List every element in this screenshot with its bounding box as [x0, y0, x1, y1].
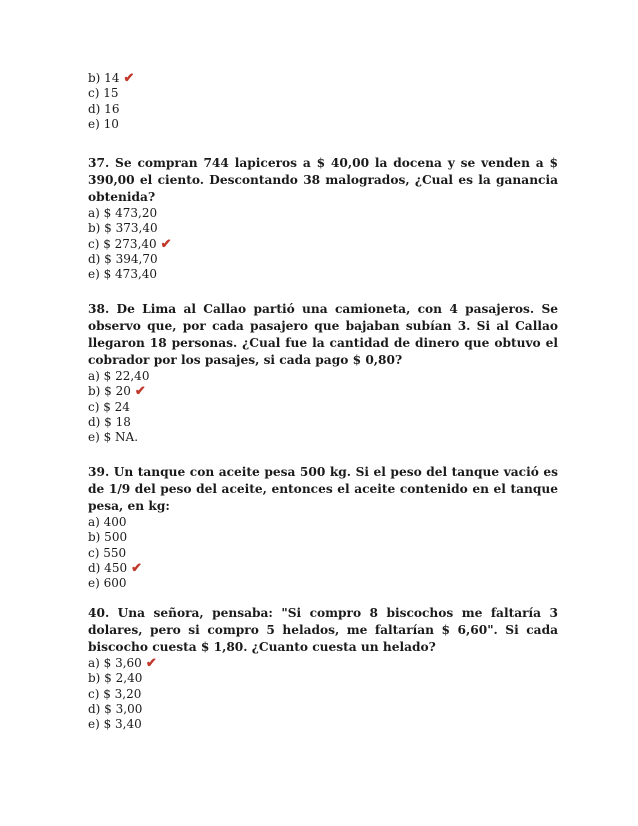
option-line: [88, 687, 558, 702]
question-40: [88, 605, 558, 732]
option-line: [88, 86, 558, 101]
question-text: 38. De Lima al Callao partió una camioneta, con 4 pasajeros. Se observo que, por cada pasajero que bajaban subían 3. Si al Callao llegaron 18 personas. ¿Cual fue la cantidad de dinero que obtuvo el cobrador por los pasajes, si cada pago $ 0,80?: [88, 302, 558, 367]
option-line: [88, 702, 558, 717]
question-39: [88, 464, 558, 591]
option-text: e) 600: [88, 576, 127, 591]
option-line: [88, 384, 558, 399]
check-icon: ✔: [134, 384, 146, 400]
option-line: [88, 206, 558, 221]
option-text: c) $ 24: [88, 399, 130, 414]
option-text: c) $ 3,20: [88, 686, 142, 701]
option-line: [88, 267, 558, 282]
option-text: b) $ 373,40: [88, 221, 158, 236]
option-text: d) $ 3,00: [88, 701, 143, 716]
option-line: [88, 671, 558, 686]
option-text: e) $ 3,40: [88, 717, 142, 732]
option-line: [88, 530, 558, 545]
option-line: [88, 515, 558, 530]
option-line: [88, 237, 558, 252]
option-text: a) 400: [88, 515, 127, 529]
option-line: [88, 400, 558, 415]
check-icon: ✔: [131, 560, 142, 576]
check-icon: ✔: [123, 71, 135, 86]
question-38: [88, 301, 558, 445]
option-line: [88, 656, 558, 671]
option-text: b) $ 20: [88, 384, 131, 399]
option-line: [88, 102, 558, 117]
option-text: b) 14: [88, 71, 120, 85]
option-line: [88, 430, 558, 445]
option-line: [88, 71, 558, 86]
option-line: [88, 415, 558, 430]
option-text: a) $ 3,60: [88, 656, 142, 670]
option-text: a) $ 473,20: [88, 206, 158, 220]
option-line: [88, 252, 558, 267]
option-text: c) 550: [88, 545, 127, 560]
option-line: [88, 717, 558, 732]
option-line: [88, 576, 558, 591]
option-line: [88, 561, 558, 576]
question-text: 40. Una señora, pensaba: "Si compro 8 biscochos me faltaría 3 dolares, pero si compro 5 helados, me faltarían $ 6,60". Si cada biscocho cuesta $ 1,80. ¿Cuanto cuesta un helado?: [88, 606, 558, 654]
option-text: d) 450: [88, 560, 128, 575]
option-text: c) $ 273,40: [88, 236, 157, 251]
option-text: d) $ 18: [88, 414, 131, 429]
option-text: a) $ 22,40: [88, 369, 150, 383]
option-text: e) $ 473,40: [88, 267, 158, 282]
question-37: [88, 155, 558, 282]
option-text: d) 16: [88, 101, 120, 116]
option-text: b) 500: [88, 530, 128, 545]
option-text: e) $ NA.: [88, 430, 139, 445]
option-text: b) $ 2,40: [88, 671, 143, 686]
question-text: 37. Se compran 744 lapiceros a $ 40,00 la docena y se venden a $ 390,00 el ciento. Descontando 38 malogrados, ¿Cual es la ganancia obtenida?: [88, 156, 558, 204]
option-text: e) 10: [88, 116, 119, 131]
option-text: d) $ 394,70: [88, 251, 158, 266]
option-text: c) 15: [88, 86, 119, 101]
check-icon: ✔: [145, 656, 157, 671]
option-line: [88, 221, 558, 236]
option-line: [88, 117, 558, 132]
option-line: [88, 546, 558, 561]
previous-question-options: [88, 71, 558, 132]
option-line: [88, 369, 558, 384]
question-text: 39. Un tanque con aceite pesa 500 kg. Si el peso del tanque vació es de 1/9 del peso del aceite, entonces el aceite contenido en el tanque pesa, en kg:: [88, 465, 558, 513]
check-icon: ✔: [160, 236, 172, 252]
